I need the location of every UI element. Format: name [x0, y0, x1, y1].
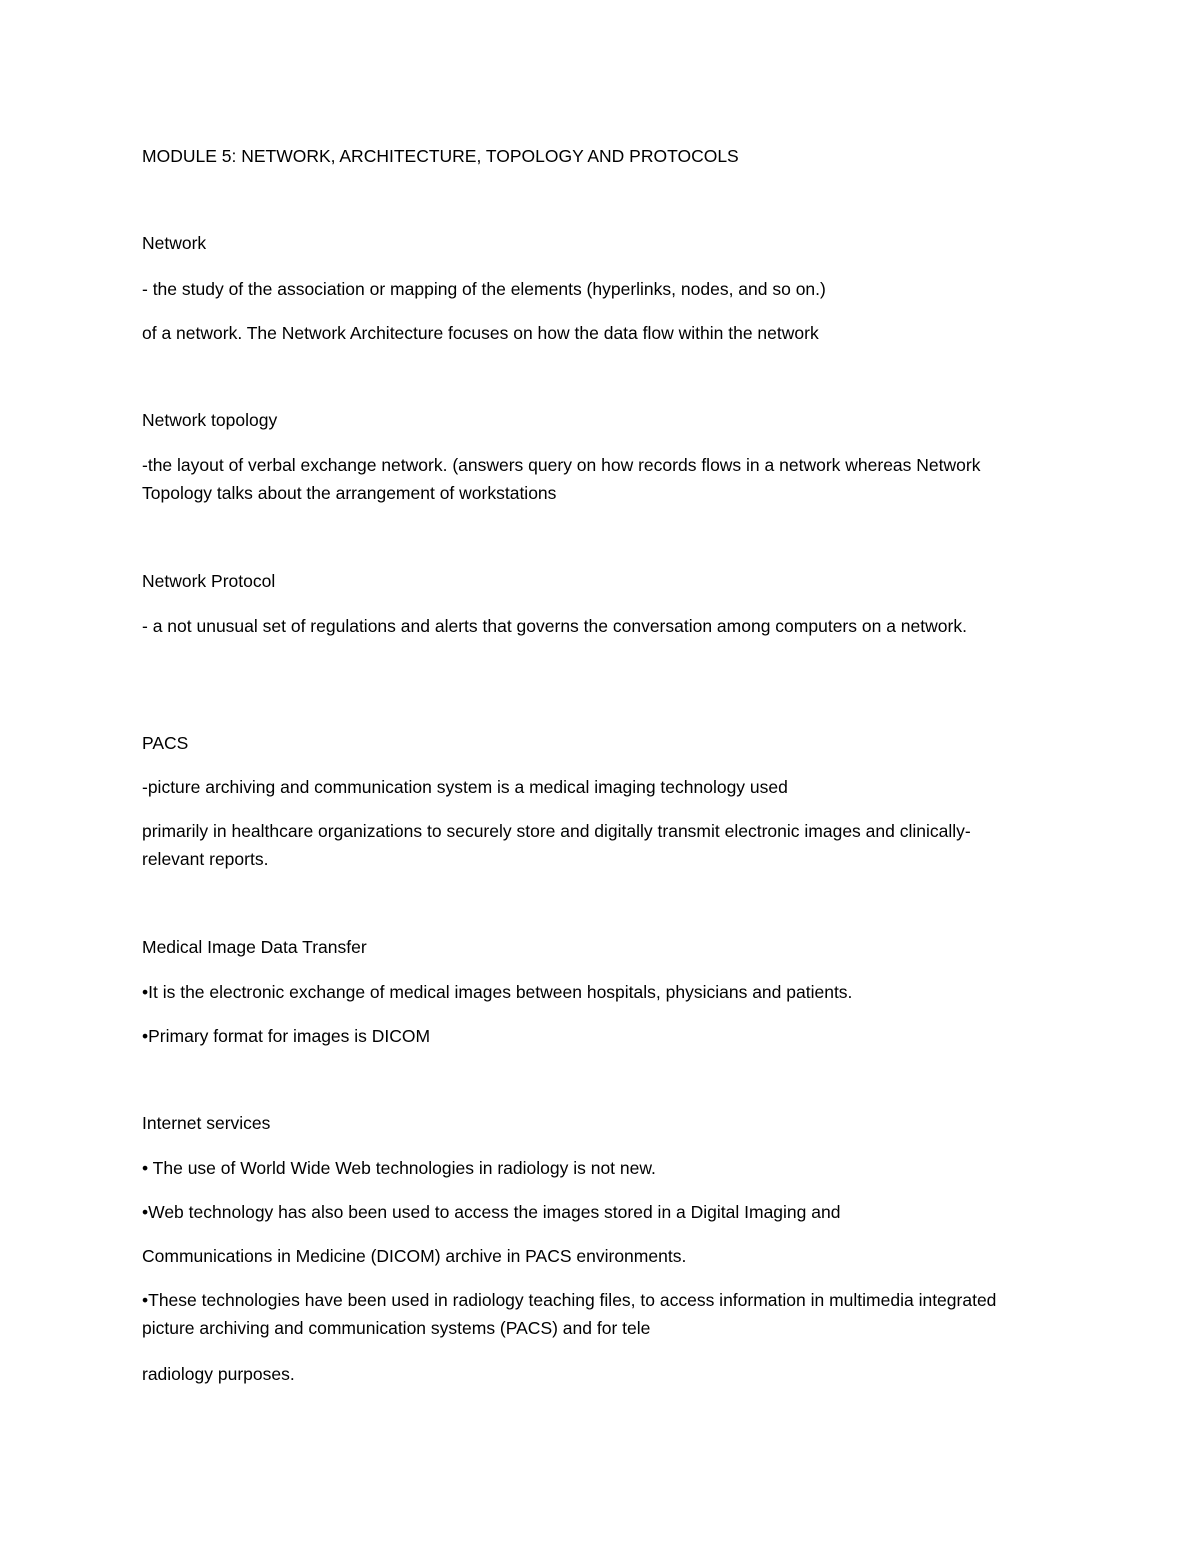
network-definition-line-1: - the study of the association or mapping of the elements (hyperlinks, nodes, and so on.): [142, 279, 826, 299]
internet-services-line-5: radiology purposes.: [142, 1364, 295, 1384]
section-heading-network-protocol: Network Protocol: [142, 571, 276, 591]
internet-services-bullet-1: • The use of World Wide Web technologies in radiology is not new.: [142, 1158, 656, 1178]
internet-services-bullet-2: •Web technology has also been used to access the images stored in a Digital Imaging and: [142, 1202, 841, 1222]
pacs-definition-line-2: primarily in healthcare organizations to securely store and digitally transmit electronic images and clinically-relevant reports.: [142, 821, 971, 869]
internet-services-line-3: Communications in Medicine (DICOM) archive in PACS environments.: [142, 1246, 687, 1266]
page-title: MODULE 5: NETWORK, ARCHITECTURE, TOPOLOGY AND PROTOCOLS: [142, 146, 739, 166]
network-definition-line-2: of a network. The Network Architecture focuses on how the data flow within the network: [142, 323, 819, 343]
pacs-definition-line-1: -picture archiving and communication system is a medical imaging technology used: [142, 777, 788, 797]
section-heading-network-topology: Network topology: [142, 410, 278, 430]
network-topology-definition: -the layout of verbal exchange network. (answers query on how records flows in a network whereas Network Topology talks about the arrangement of workstations: [142, 455, 981, 503]
section-heading-medical-image-data-transfer: Medical Image Data Transfer: [142, 937, 367, 957]
section-heading-pacs: PACS: [142, 733, 189, 753]
section-heading-network: Network: [142, 233, 207, 253]
medical-image-bullet-1: •It is the electronic exchange of medical images between hospitals, physicians and patients.: [142, 982, 853, 1002]
internet-services-bullet-3: •These technologies have been used in radiology teaching files, to access information in multimedia integrated picture archiving and communication systems (PACS) and for tele: [142, 1290, 997, 1338]
medical-image-bullet-2: •Primary format for images is DICOM: [142, 1026, 431, 1046]
section-heading-internet-services: Internet services: [142, 1113, 271, 1133]
network-protocol-definition: - a not unusual set of regulations and alerts that governs the conversation among computers on a network.: [142, 616, 967, 636]
